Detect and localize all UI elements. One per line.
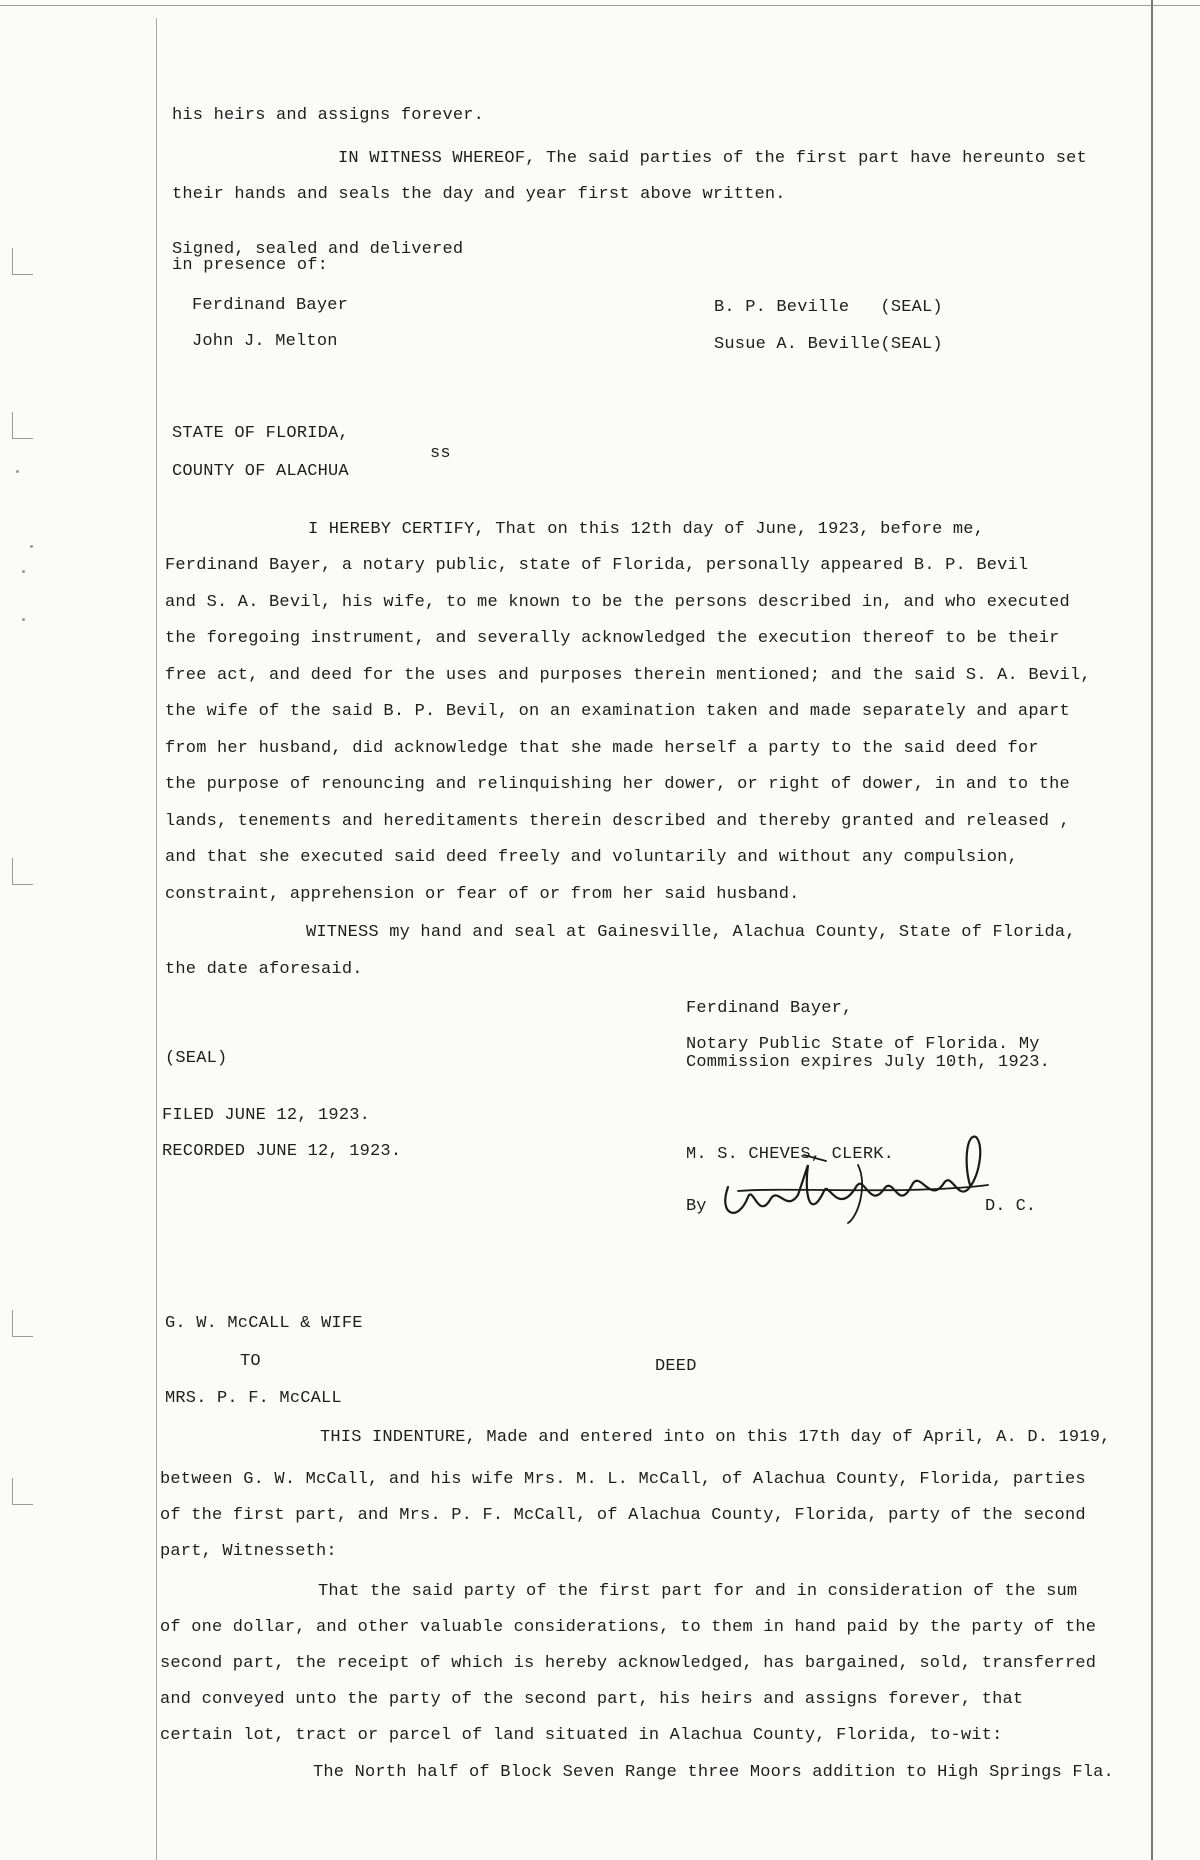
left-margin-rule xyxy=(156,18,157,1860)
ack-line: the foregoing instrument, and severally acknowledged the execution thereof to be their xyxy=(165,629,1060,648)
venue-ss: ss xyxy=(430,444,451,463)
ack-line: Ferdinand Bayer, a notary public, state of Florida, personally appeared B. P. Bevil xyxy=(165,556,1029,575)
deed-line: between G. W. McCall, and his wife Mrs. M. L. McCall, of Alachua County, Florida, parties xyxy=(160,1470,1086,1489)
margin-dot xyxy=(22,618,25,621)
witness-name-2: John J. Melton xyxy=(192,332,338,351)
margin-dot xyxy=(30,545,33,548)
ack-line: and S. A. Bevil, his wife, to me known to be the persons described in, and who executed xyxy=(165,593,1070,612)
deed-line: The North half of Block Seven Range three Moors addition to High Springs Fla. xyxy=(313,1763,1114,1782)
deed-line: certain lot, tract or parcel of land situated in Alachua County, Florida, to-wit: xyxy=(160,1726,1003,1745)
signature-by-label: By xyxy=(686,1197,707,1216)
text-in-presence: in presence of: xyxy=(172,256,329,275)
venue-state: STATE OF FLORIDA, xyxy=(172,424,349,443)
recorded-date: RECORDED JUNE 12, 1923. xyxy=(162,1142,402,1161)
ack-date-line: the date aforesaid. xyxy=(165,960,363,979)
deed-type: DEED xyxy=(655,1357,697,1376)
deed-line: of one dollar, and other valuable considerations, to them in hand paid by the party of the xyxy=(160,1618,1097,1637)
margin-dot xyxy=(22,570,25,573)
notary-commission: Commission expires July 10th, 1923. xyxy=(686,1053,1051,1072)
deed-line: second part, the receipt of which is hereby acknowledged, has bargained, sold, transferred xyxy=(160,1654,1097,1673)
ack-witness-line: WITNESS my hand and seal at Gainesville, Alachua County, State of Florida, xyxy=(306,923,1076,942)
grantor-signature-2: Susue A. Beville(SEAL) xyxy=(714,335,943,354)
deed-line: That the said party of the first part for and in consideration of the sum xyxy=(318,1582,1078,1601)
text-signed-sealed: Signed, sealed and delivered xyxy=(172,240,464,259)
ack-line: free act, and deed for the uses and purposes therein mentioned; and the said S. A. Bevil, xyxy=(165,666,1091,685)
top-rule xyxy=(0,5,1200,6)
deed-line: THIS INDENTURE, Made and entered into on this 17th day of April, A. D. 1919, xyxy=(320,1428,1111,1447)
margin-mark xyxy=(12,248,33,275)
witness-name-1: Ferdinand Bayer xyxy=(192,296,349,315)
margin-dot xyxy=(16,470,19,473)
venue-county: COUNTY OF ALACHUA xyxy=(172,462,349,481)
deputy-clerk-label: D. C. xyxy=(985,1197,1037,1216)
deed-to: TO xyxy=(240,1352,261,1371)
clerk-name: M. S. CHEVES, CLERK. xyxy=(686,1145,895,1164)
ack-line: lands, tenements and hereditaments therein described and thereby granted and released , xyxy=(165,812,1070,831)
ack-line: and that she executed said deed freely and voluntarily and without any compulsion, xyxy=(165,848,1018,867)
ack-line: I HEREBY CERTIFY, That on this 12th day of June, 1923, before me, xyxy=(308,520,985,539)
notary-title: Notary Public State of Florida. My xyxy=(686,1035,1040,1054)
ack-line: the purpose of renouncing and relinquishing her dower, or right of dower, in and to the xyxy=(165,775,1070,794)
right-edge-rule xyxy=(1151,0,1153,1860)
text-witness-whereof: IN WITNESS WHEREOF, The said parties of the first part have hereunto set xyxy=(338,149,1087,168)
margin-mark xyxy=(12,1310,33,1337)
deed-line: part, Witnesseth: xyxy=(160,1542,337,1561)
ack-line: from her husband, did acknowledge that she made herself a party to the said deed for xyxy=(165,739,1039,758)
text-heirs-line: his heirs and assigns forever. xyxy=(172,106,485,125)
filed-date: FILED JUNE 12, 1923. xyxy=(162,1106,371,1125)
deed-grantee: MRS. P. F. McCALL xyxy=(165,1389,342,1408)
deed-grantor: G. W. McCALL & WIFE xyxy=(165,1314,363,1333)
handwritten-signature xyxy=(708,1125,1008,1235)
text-hands-seals: their hands and seals the day and year first above written. xyxy=(172,185,786,204)
ack-line: the wife of the said B. P. Bevil, on an examination taken and made separately and apart xyxy=(165,702,1070,721)
grantor-signature-1: B. P. Beville (SEAL) xyxy=(714,298,943,317)
deed-line: of the first part, and Mrs. P. F. McCall, of Alachua County, Florida, party of the second xyxy=(160,1506,1086,1525)
ack-line: constraint, apprehension or fear of or from her said husband. xyxy=(165,885,800,904)
deed-line: and conveyed unto the party of the second part, his heirs and assigns forever, that xyxy=(160,1690,1024,1709)
margin-mark xyxy=(12,858,33,885)
notary-seal: (SEAL) xyxy=(165,1049,228,1068)
notary-name: Ferdinand Bayer, xyxy=(686,999,853,1018)
margin-mark xyxy=(12,412,33,439)
margin-mark xyxy=(12,1478,33,1505)
